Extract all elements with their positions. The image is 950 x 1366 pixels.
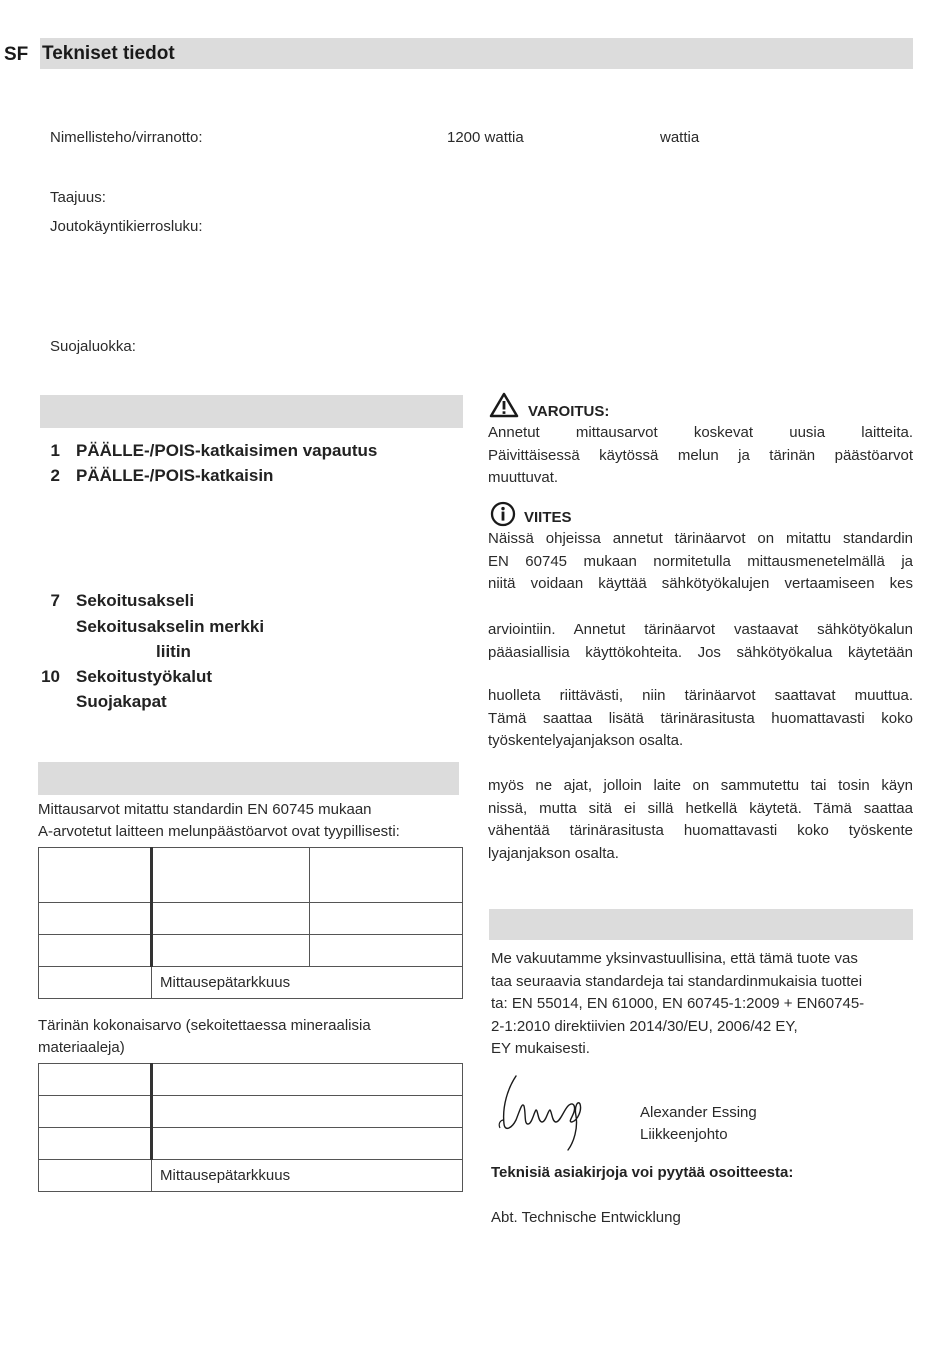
table-cell bbox=[310, 848, 463, 903]
noise-uncertainty-label: Mittausepätarkkuus bbox=[152, 967, 463, 999]
vibration-text-line2: materiaaleja) bbox=[38, 1039, 125, 1056]
note-line: huolleta riittävästi, niin tärinäarvot saattavat muuttua. bbox=[488, 687, 913, 704]
table-cell bbox=[152, 1096, 463, 1128]
noise-text-line2: A-arvotetut laitteen melunpäästöarvot ovat tyypillisesti: bbox=[38, 823, 400, 840]
note-line: arviointiin. Annetut tärinäarvot vastaavat sähkötyökalun bbox=[488, 621, 913, 638]
table-cell bbox=[152, 1064, 463, 1096]
vibration-uncertainty-label: Mittausepätarkkuus bbox=[152, 1160, 463, 1192]
declaration-line: ta: EN 55014, EN 61000, EN 60745-1:2009 + EN60745- bbox=[491, 995, 865, 1012]
table-cell bbox=[39, 1160, 152, 1192]
vibration-table bbox=[38, 1063, 463, 1192]
docs-address: Abt. Technische Entwicklung bbox=[491, 1209, 681, 1226]
signer-name: Alexander Essing bbox=[640, 1104, 757, 1121]
table-cell bbox=[152, 1128, 463, 1160]
signature bbox=[494, 1066, 594, 1158]
page-title: Tekniset tiedot bbox=[42, 43, 175, 64]
table-cell bbox=[152, 848, 310, 903]
part-number: 1 bbox=[50, 441, 60, 460]
noise-table bbox=[38, 847, 463, 999]
table-cell bbox=[310, 903, 463, 935]
note-line: EN 60745 mukaan normitetulla mittausmenetelmällä ja bbox=[488, 552, 913, 570]
part-label: PÄÄLLE-/POIS-katkaisimen vapautus bbox=[76, 441, 378, 460]
declaration-line: Me vakuutamme yksinvastuullisina, että tämä tuote vas bbox=[491, 950, 858, 967]
table-cell bbox=[39, 1128, 152, 1160]
protection-class-label: Suojaluokka: bbox=[50, 338, 136, 355]
warning-title: VAROITUS: bbox=[528, 403, 610, 420]
table-cell bbox=[152, 935, 310, 967]
table-cell bbox=[39, 1096, 152, 1128]
table-cell bbox=[310, 935, 463, 967]
note-line: lyajanjakson osalta. bbox=[488, 844, 619, 862]
declaration-line: EY mukaisesti. bbox=[491, 1040, 590, 1057]
note-line: myös ne ajat, jolloin laite on sammutettu tai tosin käyn bbox=[488, 777, 913, 794]
note-line: nissä, mutta sitä ei sillä hetkellä käytetä. Tämä saattaa bbox=[488, 799, 913, 817]
declaration-header-bar bbox=[489, 909, 913, 940]
note-line: pääasiallisia käyttökohteita. Jos sähkötyökalua käytetään bbox=[488, 643, 913, 661]
table-cell bbox=[39, 967, 152, 999]
part-label: Sekoitusakseli bbox=[76, 591, 195, 610]
note-line: vähentää tärinärasitusta huomattavasti koko työskente bbox=[488, 822, 913, 839]
table-cell bbox=[39, 848, 152, 903]
note-line: Tämä saattaa lisätä tärinärasitusta huomattavasti koko bbox=[488, 709, 913, 727]
note-title: VIITES bbox=[524, 509, 572, 526]
idle-speed-label: Joutokäyntikierrosluku: bbox=[50, 218, 203, 235]
part-label: Suojakapat bbox=[76, 692, 167, 711]
warning-line: Annetut mittausarvot koskevat uusia laitteita. bbox=[488, 424, 913, 441]
frequency-label: Taajuus: bbox=[50, 189, 106, 206]
declaration-line: taa seuraavia standardeja tai standardinmukaisia tuottei bbox=[491, 972, 863, 990]
part-label: Sekoitustyökalut bbox=[76, 667, 213, 686]
docs-heading: Teknisiä asiakirjoja voi pyytää osoitteesta: bbox=[491, 1164, 794, 1181]
signer-role: Liikkeenjohto bbox=[640, 1126, 728, 1143]
table-cell bbox=[39, 903, 152, 935]
language-code: SF bbox=[4, 44, 29, 65]
part-number: 2 bbox=[50, 466, 60, 485]
part-label: PÄÄLLE-/POIS-katkaisin bbox=[76, 466, 274, 485]
note-line: Näissä ohjeissa annetut tärinäarvot on mitattu standardin bbox=[488, 530, 913, 547]
part-label: Sekoitusakselin merkki bbox=[76, 617, 265, 636]
part-number: 10 bbox=[41, 667, 60, 686]
warning-line: muuttuvat. bbox=[488, 469, 559, 486]
declaration-line: 2-1:2010 direktiivien 2014/30/EU, 2006/42 EY, bbox=[491, 1017, 798, 1035]
warning-icon bbox=[489, 392, 519, 418]
power-value: 1200 wattia bbox=[447, 129, 524, 146]
table-cell bbox=[39, 935, 152, 967]
table-cell bbox=[39, 1064, 152, 1096]
part-label: liitin bbox=[156, 642, 191, 661]
note-line: niitä voidaan käyttää sähkötyökalujen vertaamiseen kes bbox=[488, 575, 913, 592]
noise-header-bar bbox=[38, 762, 459, 795]
note-line: työskentelyajanjakson osalta. bbox=[488, 732, 684, 749]
power-value-2: wattia bbox=[660, 129, 700, 146]
parts-header-bar bbox=[40, 395, 463, 428]
info-icon bbox=[490, 501, 516, 527]
table-cell bbox=[152, 903, 310, 935]
vibration-text-line1: Tärinän kokonaisarvo (sekoitettaessa mineraalisia bbox=[38, 1017, 371, 1034]
noise-text-line1: Mittausarvot mitattu standardin EN 60745 mukaan bbox=[38, 801, 372, 818]
part-number: 7 bbox=[50, 591, 60, 610]
warning-line: Päivittäisessä käytössä melun ja tärinän päästöarvot bbox=[488, 446, 913, 464]
power-label: Nimellisteho/virranotto: bbox=[50, 129, 203, 146]
